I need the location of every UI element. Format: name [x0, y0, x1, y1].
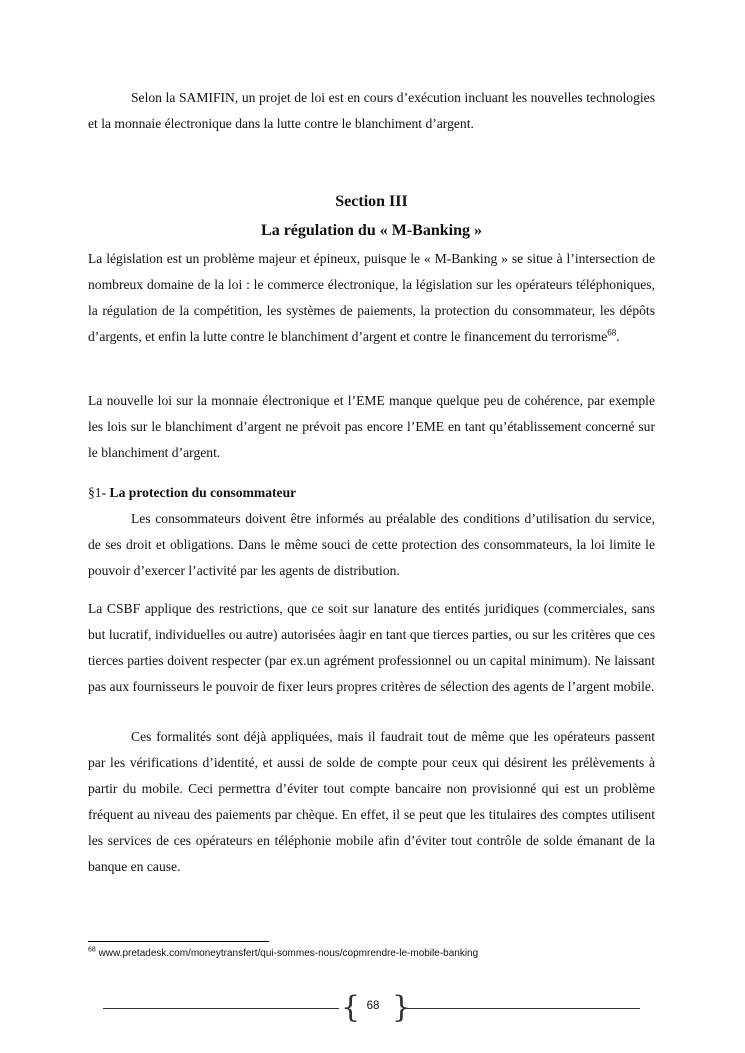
footer-rule-right [403, 1008, 640, 1009]
section-title: La régulation du « M-Banking » [261, 222, 482, 239]
paragraph-consumers [88, 506, 655, 584]
paragraph-csbf [88, 596, 655, 700]
paragraph-legislation-text: La législation est un problème majeur et épineux, puisque le « M-Banking » se situe à l’intersection de nombreux domaine de la loi : le commerce électronique, la législation sur les opérateurs téléphoniques, la régulation de la compétition, les systèmes de paiements, la protection du consommateur, les dépôts d’argents, et enfin la lutte contre le blanchiment d’argent et contre le financement du terrorisme [88, 251, 655, 344]
intro-paragraph-text: Selon la SAMIFIN, un projet de loi est en cours d’exécution incluant les nouvelles technologies et la monnaie électronique dans la lutte contre le blanchiment d’argent. [88, 90, 655, 131]
paragraph-formalities [88, 724, 655, 880]
subsection-heading [88, 480, 296, 506]
footer-rule-left [103, 1008, 339, 1009]
right-brace-icon: } [392, 990, 412, 1025]
subsection-title: La protection du consommateur [109, 485, 297, 500]
page-number: 68 [366, 1000, 380, 1012]
paragraph-csbf-text: La CSBF applique des restrictions, que ce soit sur lanature des entités juridiques (commerciales, sans but lucratif, individuelles ou autre) autorisées àagir en tant que tierces parties, ou sur les critères que ces tierces parties doivent respecter (par ex.un agrément professionnel ou un capital minimum). Ne laissant pas aux fournisseurs le pouvoir de fixer leurs propres critères de sélection des agents de l’argent mobile. [88, 601, 655, 694]
footnote [88, 948, 478, 959]
footnote-number: 68 [88, 946, 96, 954]
paragraph-consumers-text: Les consommateurs doivent être informés au préalable des conditions d’utilisation du service, de ses droit et obligations. Dans le même souci de cette protection des consommateurs, la loi limite le pouvoir d’exercer l’activité par les agents de distribution. [88, 511, 655, 578]
footnote-text: www.pretadesk.com/moneytransfert/qui-sommes-nous/copmrendre-le-mobile-banking [95, 948, 479, 959]
subsection-number: §1- [88, 485, 107, 500]
footnote-reference[interactable]: 68 [607, 327, 617, 338]
paragraph-legislation-end: . [616, 329, 620, 344]
paragraph-formalities-text: Ces formalités sont déjà appliquées, mais il faudrait tout de même que les opérateurs passent par les vérifications d’identité, et aussi de solde de compte pour ceux qui désirent les prélèvements à partir du mobile. Ceci permettra d’éviter tout compte bancaire non provisionné qui est un problème fréquent au niveau des paiements par chèque. En effet, il se peut que les titulaires des comptes utilisent les services de ces opérateurs en téléphonie mobile afin d’éviter tout contrôle de solde émanant de la banque en cause. [88, 729, 655, 874]
left-brace-icon: { [341, 990, 361, 1025]
section-label: Section III [335, 193, 408, 210]
paragraph-legislation [88, 246, 655, 350]
intro-paragraph [88, 85, 655, 137]
footnote-separator [88, 941, 269, 942]
paragraph-new-law-text: La nouvelle loi sur la monnaie électronique et l’EME manque quelque peu de cohérence, par exemple les lois sur le blanchiment d’argent ne prévoit pas encore l’EME en tant qu’établissement concerné sur le blanchiment d’argent. [88, 393, 655, 460]
paragraph-new-law [88, 388, 655, 466]
